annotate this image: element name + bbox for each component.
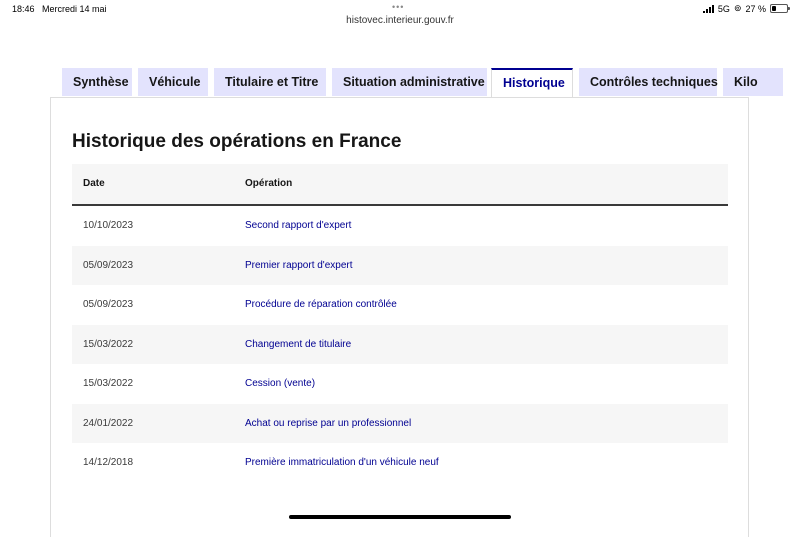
row-date: 05/09/2023 xyxy=(83,299,134,310)
tab-situation-administrative[interactable]: Situation administrative xyxy=(332,68,487,96)
table-row xyxy=(72,325,728,365)
tab-bar xyxy=(62,68,758,98)
table-row xyxy=(72,443,728,483)
status-indicators xyxy=(703,3,788,14)
battery-percent: 27 % xyxy=(745,3,766,14)
table-header xyxy=(72,164,728,206)
status-bar xyxy=(0,0,800,30)
status-date: Mercredi 14 mai xyxy=(42,4,107,14)
orientation-lock-icon: ⊚ xyxy=(733,3,742,13)
header-date: Date xyxy=(83,178,105,189)
row-operation-link[interactable]: Procédure de réparation contrôlée xyxy=(245,299,397,310)
row-date: 05/09/2023 xyxy=(83,259,134,271)
table-row xyxy=(72,285,728,325)
status-time: 18:46 xyxy=(12,4,35,14)
more-dots-icon[interactable]: ••• xyxy=(392,2,405,12)
row-operation-link[interactable]: Changement de titulaire xyxy=(245,338,352,350)
row-date: 14/12/2018 xyxy=(83,457,134,468)
table-row xyxy=(72,404,728,444)
address-bar-url[interactable]: histovec.interieur.gouv.fr xyxy=(346,15,454,26)
row-date: 15/03/2022 xyxy=(83,378,134,389)
battery-fill xyxy=(772,6,776,11)
table-row xyxy=(72,246,728,286)
tab-synthese[interactable]: Synthèse xyxy=(62,68,132,96)
tab-vehicule[interactable]: Véhicule xyxy=(138,68,208,96)
row-date: 24/01/2022 xyxy=(83,417,134,429)
signal-icon xyxy=(703,5,714,13)
header-operation: Opération xyxy=(245,178,293,189)
row-date: 10/10/2023 xyxy=(83,220,134,231)
table-row xyxy=(72,206,728,246)
tab-historique[interactable]: Historique xyxy=(491,68,573,98)
page-title: Historique des opérations en France xyxy=(72,131,402,152)
row-date: 15/03/2022 xyxy=(83,338,134,350)
battery-icon xyxy=(770,4,788,13)
row-operation-link[interactable]: Achat ou reprise par un professionnel xyxy=(245,417,412,429)
row-operation-link[interactable]: Première immatriculation d'un véhicule neuf xyxy=(245,457,439,468)
tab-titulaire-et-titre[interactable]: Titulaire et Titre xyxy=(214,68,326,96)
tab-controles-techniques[interactable]: Contrôles techniques xyxy=(579,68,717,96)
row-operation-link[interactable]: Premier rapport d'expert xyxy=(245,259,353,271)
operations-table xyxy=(72,164,728,483)
row-operation-link[interactable]: Cession (vente) xyxy=(245,378,316,389)
home-indicator[interactable] xyxy=(289,515,511,519)
row-operation-link[interactable]: Second rapport d'expert xyxy=(245,220,352,231)
network-label: 5G xyxy=(717,3,730,14)
tab-kilometrage[interactable]: Kilo xyxy=(723,68,783,96)
table-row xyxy=(72,364,728,404)
